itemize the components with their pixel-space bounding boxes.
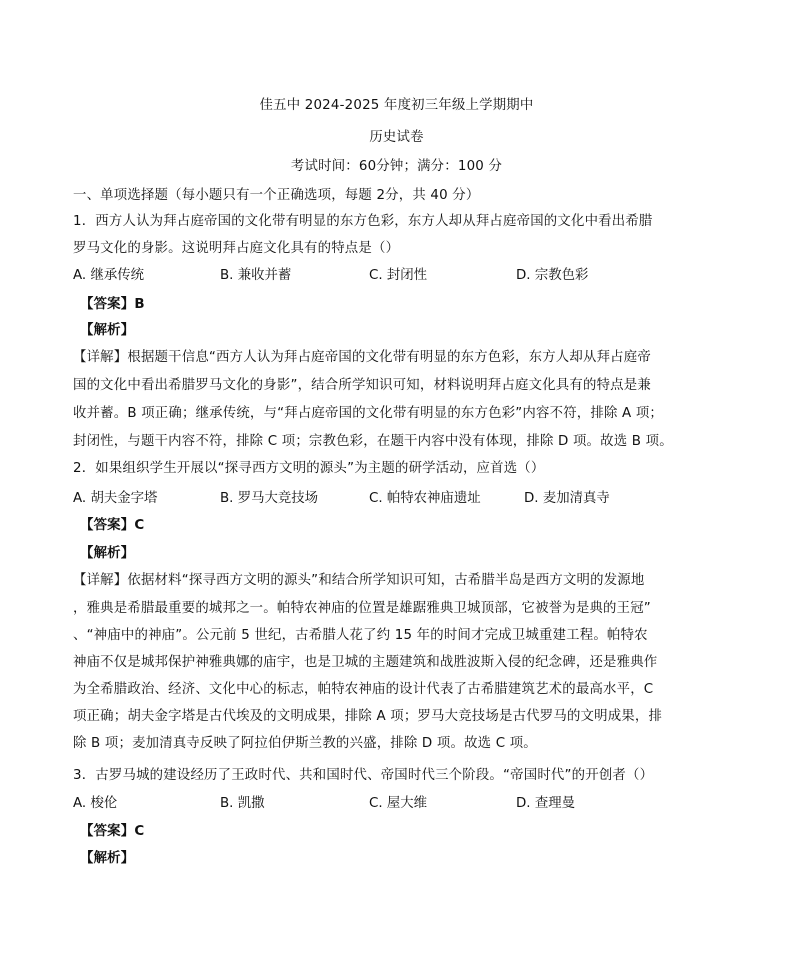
q3-option-c: C. 屋大维	[369, 796, 428, 811]
q2-detail-line-6: 项正确；胡夫金字塔是古代埃及的文明成果，排除 A 项；罗马大竞技场是古代罗马的文明成果，排	[73, 709, 663, 724]
q1-detail-line-1: 【详解】根据题干信息“西方人认为拜占庭帝国的文化带有明显的东方色彩，东方人却从拜占庭帝	[73, 350, 651, 365]
q2-detail-line-7: 除 B 项；麦加清真寺反映了阿拉伯伊斯兰教的兴盛，排除 D 项。故选 C 项。	[73, 736, 537, 751]
section-title: 一、单项选择题（每小题只有一个正确选项，每题 2分，共 40 分）	[73, 188, 480, 203]
q2-detail-line-2: ，雅典是希腊最重要的城邦之一。帕特农神庙的位置是雄踞雅典卫城顶部，它被誉为是典的王冠”	[73, 601, 651, 616]
q1-option-d: D. 宗教色彩	[516, 268, 589, 283]
q1-detail-line-3: 收并蓄。B 项正确；继承传统，与“拜占庭帝国的文化带有明显的东方色彩”内容不符，排除 A 项；	[73, 406, 664, 421]
q1-option-c: C. 封闭性	[369, 268, 428, 283]
q2-option-b: B. 罗马大竞技场	[220, 491, 319, 506]
q2-detail-line-5: 为全希腊政治、经济、文化中心的标志，帕特农神庙的设计代表了古希腊建筑艺术的最高水平，C	[73, 682, 654, 697]
q1-option-b: B. 兼收并蓄	[220, 268, 292, 283]
q3-stem-line-1: 3．古罗马城的建设经历了王政时代、共和国时代、帝国时代三个阶段。“帝国时代”的开创者（）	[73, 768, 654, 783]
q3-answer: 【答案】C	[80, 824, 145, 839]
q2-option-c: C. 帕特农神庙遗址	[369, 491, 481, 506]
q2-option-a: A. 胡夫金字塔	[73, 491, 158, 506]
exam-info: 考试时间：60分钟；满分：100 分	[290, 159, 503, 174]
q1-option-a: A. 继承传统	[73, 268, 144, 283]
q1-stem-line-1: 1．西方人认为拜占庭帝国的文化带有明显的东方色彩，东方人却从拜占庭帝国的文化中看出希腊	[73, 214, 653, 229]
q3-option-b: B. 凯撒	[220, 796, 265, 811]
q1-answer: 【答案】B	[80, 297, 145, 312]
q1-detail-line-2: 国的文化中看出希腊罗马文化的身影”，结合所学知识可知，材料说明拜占庭文化具有的特点是兼	[73, 378, 651, 393]
q2-detail-line-3: 、“神庙中的神庙”。公元前 5 世纪，古希腊人花了约 15 年的时间才完成卫城重建工程。帕特农	[73, 628, 648, 643]
q3-option-d: D. 查理曼	[516, 796, 575, 811]
q2-answer: 【答案】C	[80, 518, 145, 533]
q3-analysis-label: 【解析】	[80, 851, 135, 866]
q2-option-d: D. 麦加清真寺	[524, 491, 610, 506]
q2-detail-line-1: 【详解】依据材料“探寻西方文明的源头”和结合所学知识可知，古希腊半岛是西方文明的发源地	[73, 573, 645, 588]
q3-option-a: A. 梭伦	[73, 796, 118, 811]
q1-detail-line-4: 封闭性，与题干内容不符，排除 C 项；宗教色彩，在题干内容中没有体现，排除 D 项。故选 B 项。	[73, 434, 673, 449]
q2-stem-line-1: 2．如果组织学生开展以“探寻西方文明的源头”为主题的研学活动，应首选（）	[73, 461, 545, 476]
exam-title: 佳五中 2024-2025 年度初三年级上学期期中	[259, 98, 534, 113]
q2-detail-line-4: 神庙不仅是城邦保护神雅典娜的庙宇，也是卫城的主题建筑和战胜波斯入侵的纪念碑，还是雅典作	[73, 655, 658, 670]
q2-analysis-label: 【解析】	[80, 546, 135, 561]
exam-subject: 历史试卷	[369, 130, 424, 145]
q1-stem-line-2: 罗马文化的身影。这说明拜占庭文化具有的特点是（）	[73, 241, 400, 256]
q1-analysis-label: 【解析】	[80, 323, 135, 338]
